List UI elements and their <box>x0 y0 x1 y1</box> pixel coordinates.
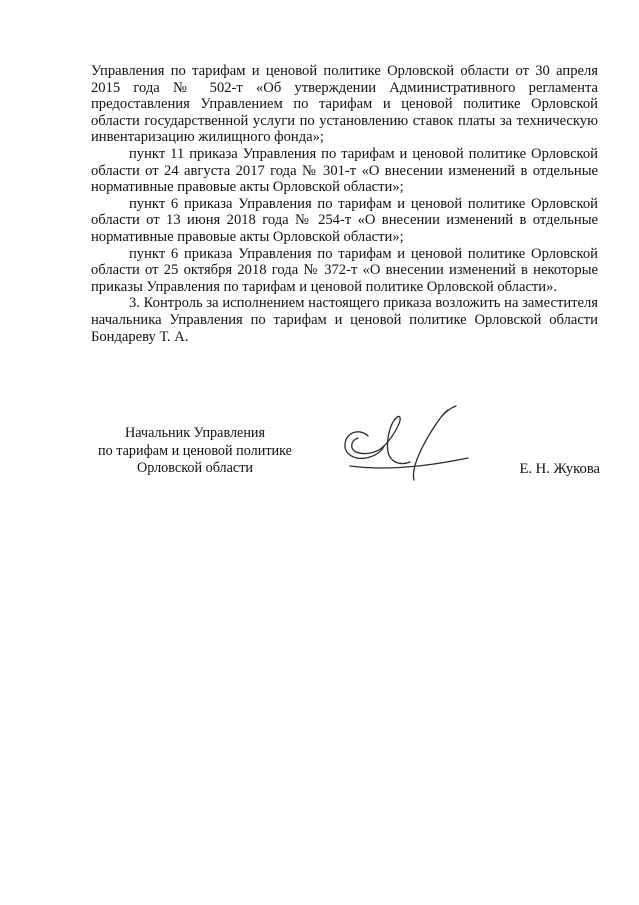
signatory-position-line: Орловской области <box>136 460 254 476</box>
signatory-position-line: Начальник Управления <box>124 425 266 441</box>
signatory-position-line: по тарифам и ценовой политике <box>98 442 292 459</box>
paragraph-item-6-october: пункт 6 приказа Управления по тарифам и ценовой политике Орловской области от 25 октября 2018 года № 372-т «О внесении изменений в некоторые приказы Управления по тарифам и ценовой политике Орловской области». <box>91 245 598 295</box>
paragraph-control-clause: 3. Контроль за исполнением настоящего приказа возложить на заместителя начальника Управления по тарифам и ценовой политике Орловской области Бондареву Т. А. <box>91 295 598 345</box>
handwritten-signature-icon <box>330 396 480 496</box>
paragraph-continuation: Управления по тарифам и ценовой политике Орловской области от 30 апреля 2015 года № 502-т «Об утверждении Административного регламента предоставления Управлением по тарифам и ценовой политике Орловской области государственной услуги по установлению ставок платы за техническую инвентаризацию жилищного фонда»; <box>91 63 598 146</box>
paragraph-item-11: пункт 11 приказа Управления по тарифам и ценовой политике Орловской области от 24 августа 2017 года № 301-т «О внесении изменений в отдельные нормативные правовые акты Орловской области»; <box>91 145 598 196</box>
signatory-name: Е. Н. Жукова <box>519 461 600 477</box>
paragraph-item-6-june: пункт 6 приказа Управления по тарифам и ценовой политике Орловской области от 13 июня 2018 года № 254-т «О внесении изменений в отдельные нормативные правовые акты Орловской области»; <box>91 195 598 245</box>
signatory-position <box>82 425 308 478</box>
